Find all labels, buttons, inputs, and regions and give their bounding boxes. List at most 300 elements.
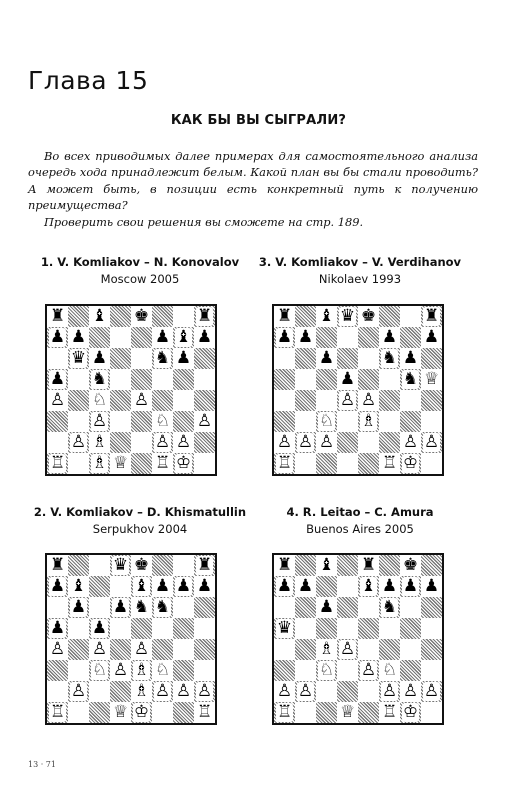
board-square bbox=[110, 555, 131, 576]
black-pawn-icon: ♟ bbox=[91, 618, 108, 638]
board-square bbox=[400, 639, 421, 660]
board-square bbox=[316, 390, 337, 411]
black-pawn-icon: ♟ bbox=[402, 576, 419, 596]
board-square bbox=[421, 432, 442, 453]
board-square bbox=[47, 411, 68, 432]
black-bishop-icon: ♝ bbox=[360, 576, 377, 596]
white-pawn-icon: ♙ bbox=[318, 432, 335, 452]
board-square bbox=[400, 390, 421, 411]
board-square bbox=[68, 432, 89, 453]
board-square bbox=[47, 681, 68, 702]
white-queen-icon: ♕ bbox=[112, 453, 129, 473]
board-square bbox=[316, 618, 337, 639]
white-king-icon: ♔ bbox=[175, 453, 192, 473]
board-square bbox=[47, 348, 68, 369]
board-square bbox=[194, 618, 215, 639]
game-1-players: 1. V. Komliakov – N. Konovalov bbox=[40, 255, 240, 269]
board-square bbox=[358, 681, 379, 702]
board-square bbox=[400, 348, 421, 369]
board-square bbox=[295, 576, 316, 597]
board-square bbox=[358, 555, 379, 576]
board-square bbox=[89, 306, 110, 327]
white-pawn-icon: ♙ bbox=[402, 681, 419, 701]
board-square bbox=[337, 306, 358, 327]
board-square bbox=[131, 555, 152, 576]
board-square bbox=[194, 306, 215, 327]
board-square bbox=[173, 681, 194, 702]
board-square bbox=[131, 432, 152, 453]
board-square bbox=[358, 702, 379, 723]
board-square bbox=[131, 327, 152, 348]
chess-diagram-2 bbox=[45, 553, 217, 725]
board-square bbox=[47, 369, 68, 390]
board-square bbox=[152, 411, 173, 432]
board-square bbox=[68, 639, 89, 660]
board-square bbox=[152, 576, 173, 597]
board-square bbox=[110, 453, 131, 474]
board-square bbox=[421, 576, 442, 597]
board-square bbox=[194, 681, 215, 702]
board-square bbox=[274, 555, 295, 576]
board-square bbox=[316, 555, 337, 576]
black-pawn-icon: ♟ bbox=[49, 618, 66, 638]
white-pawn-icon: ♙ bbox=[402, 432, 419, 452]
board-square bbox=[89, 597, 110, 618]
black-pawn-icon: ♟ bbox=[196, 327, 213, 347]
black-pawn-icon: ♟ bbox=[112, 597, 129, 617]
white-pawn-icon: ♙ bbox=[49, 639, 66, 659]
black-pawn-icon: ♟ bbox=[381, 576, 398, 596]
game-1-title bbox=[30, 254, 250, 288]
board-square bbox=[194, 411, 215, 432]
board-square bbox=[379, 306, 400, 327]
board-square bbox=[173, 348, 194, 369]
game-2-players: 2. V. Komliakov – D. Khismatullin bbox=[33, 505, 247, 519]
chapter-title: Глава 15 bbox=[28, 66, 149, 95]
board-square bbox=[47, 327, 68, 348]
board-square bbox=[274, 348, 295, 369]
white-pawn-icon: ♙ bbox=[133, 639, 150, 659]
black-rook-icon: ♜ bbox=[423, 306, 440, 326]
board-square bbox=[274, 639, 295, 660]
board-square bbox=[47, 660, 68, 681]
white-rook-icon: ♖ bbox=[381, 702, 398, 722]
board-square bbox=[152, 702, 173, 723]
board-square bbox=[316, 348, 337, 369]
board-square bbox=[173, 555, 194, 576]
board-square bbox=[47, 639, 68, 660]
board-square bbox=[421, 390, 442, 411]
black-knight-icon: ♞ bbox=[154, 597, 171, 617]
board-square bbox=[400, 432, 421, 453]
white-pawn-icon: ♙ bbox=[154, 681, 171, 701]
board-square bbox=[379, 453, 400, 474]
black-knight-icon: ♞ bbox=[154, 348, 171, 368]
board-square bbox=[316, 681, 337, 702]
board-square bbox=[400, 681, 421, 702]
board-square bbox=[316, 432, 337, 453]
board-square bbox=[110, 411, 131, 432]
board-square bbox=[173, 576, 194, 597]
board-square bbox=[337, 390, 358, 411]
board-square bbox=[274, 411, 295, 432]
black-knight-icon: ♞ bbox=[402, 369, 419, 389]
white-queen-icon: ♕ bbox=[423, 369, 440, 389]
board-square bbox=[68, 555, 89, 576]
black-pawn-icon: ♟ bbox=[154, 327, 171, 347]
white-bishop-icon: ♗ bbox=[133, 681, 150, 701]
intro-paragraph: Во всех приводимых далее примерах для самостоятельного анализа очередь хода принадлежит белым. Какой план вы бы стали проводить? А может быть, в позиции есть конкретный путь к получению преимущества? bbox=[28, 149, 478, 213]
white-rook-icon: ♖ bbox=[381, 453, 398, 473]
board-square bbox=[47, 306, 68, 327]
board-square bbox=[194, 576, 215, 597]
board-square bbox=[379, 576, 400, 597]
board-square bbox=[295, 555, 316, 576]
black-pawn-icon: ♟ bbox=[70, 597, 87, 617]
board-square bbox=[379, 390, 400, 411]
board-square bbox=[295, 453, 316, 474]
board-square bbox=[110, 327, 131, 348]
board-square bbox=[89, 576, 110, 597]
board-square bbox=[400, 327, 421, 348]
black-pawn-icon: ♟ bbox=[339, 369, 356, 389]
black-pawn-icon: ♟ bbox=[196, 576, 213, 596]
game-3-place: Nikolaev 1993 bbox=[318, 272, 402, 286]
board-square bbox=[337, 660, 358, 681]
board-square bbox=[89, 390, 110, 411]
board-square bbox=[131, 306, 152, 327]
board-square bbox=[89, 702, 110, 723]
white-pawn-icon: ♙ bbox=[112, 660, 129, 680]
board-square bbox=[110, 306, 131, 327]
intro-paragraph-answers: Проверить свои решения вы сможете на стр. 189. bbox=[44, 214, 364, 229]
board-square bbox=[194, 639, 215, 660]
board-square bbox=[131, 576, 152, 597]
board-square bbox=[421, 306, 442, 327]
white-rook-icon: ♖ bbox=[49, 453, 66, 473]
board-square bbox=[131, 453, 152, 474]
black-king-icon: ♚ bbox=[133, 306, 150, 326]
black-rook-icon: ♜ bbox=[276, 555, 293, 575]
board-square bbox=[337, 555, 358, 576]
game-1-place: Moscow 2005 bbox=[100, 272, 180, 286]
white-bishop-icon: ♗ bbox=[318, 639, 335, 659]
board-square bbox=[68, 681, 89, 702]
white-pawn-icon: ♙ bbox=[175, 432, 192, 452]
board-square bbox=[337, 618, 358, 639]
black-queen-icon: ♛ bbox=[70, 348, 87, 368]
white-rook-icon: ♖ bbox=[154, 453, 171, 473]
board-square bbox=[89, 327, 110, 348]
board-square bbox=[358, 411, 379, 432]
board-square bbox=[110, 390, 131, 411]
board-square bbox=[295, 681, 316, 702]
black-knight-icon: ♞ bbox=[381, 348, 398, 368]
white-pawn-icon: ♙ bbox=[423, 432, 440, 452]
board-square bbox=[110, 348, 131, 369]
board-square bbox=[152, 327, 173, 348]
board-square bbox=[421, 411, 442, 432]
white-knight-icon: ♘ bbox=[91, 660, 108, 680]
board-square bbox=[274, 306, 295, 327]
board-square bbox=[295, 327, 316, 348]
white-bishop-icon: ♗ bbox=[360, 411, 377, 431]
black-knight-icon: ♞ bbox=[91, 369, 108, 389]
white-queen-icon: ♕ bbox=[339, 702, 356, 722]
board-square bbox=[358, 453, 379, 474]
black-pawn-icon: ♟ bbox=[297, 327, 314, 347]
black-rook-icon: ♜ bbox=[196, 555, 213, 575]
board-square bbox=[173, 411, 194, 432]
board-square bbox=[337, 597, 358, 618]
board-square bbox=[194, 555, 215, 576]
page-number: 13 · 71 bbox=[28, 760, 56, 769]
white-pawn-icon: ♙ bbox=[339, 390, 356, 410]
white-knight-icon: ♘ bbox=[154, 411, 171, 431]
black-bishop-icon: ♝ bbox=[318, 306, 335, 326]
board-square bbox=[379, 681, 400, 702]
board-square bbox=[379, 660, 400, 681]
board-square bbox=[47, 555, 68, 576]
board-square bbox=[110, 576, 131, 597]
board-square bbox=[295, 639, 316, 660]
board-square bbox=[274, 369, 295, 390]
black-pawn-icon: ♟ bbox=[154, 576, 171, 596]
game-3-title bbox=[250, 254, 470, 288]
black-bishop-icon: ♝ bbox=[318, 555, 335, 575]
board-square bbox=[295, 369, 316, 390]
white-pawn-icon: ♙ bbox=[70, 432, 87, 452]
board-square bbox=[421, 369, 442, 390]
black-pawn-icon: ♟ bbox=[402, 348, 419, 368]
white-pawn-icon: ♙ bbox=[91, 639, 108, 659]
white-king-icon: ♔ bbox=[402, 453, 419, 473]
board-square bbox=[421, 597, 442, 618]
board-square bbox=[337, 702, 358, 723]
board-square bbox=[152, 306, 173, 327]
board-square bbox=[421, 348, 442, 369]
board-square bbox=[194, 432, 215, 453]
board-square bbox=[379, 597, 400, 618]
board-square bbox=[131, 618, 152, 639]
board-square bbox=[68, 306, 89, 327]
board-square bbox=[47, 702, 68, 723]
board-square bbox=[173, 660, 194, 681]
white-king-icon: ♔ bbox=[133, 702, 150, 722]
white-knight-icon: ♘ bbox=[154, 660, 171, 680]
black-pawn-icon: ♟ bbox=[423, 576, 440, 596]
board-square bbox=[152, 555, 173, 576]
board-square bbox=[173, 618, 194, 639]
white-pawn-icon: ♙ bbox=[360, 390, 377, 410]
black-pawn-icon: ♟ bbox=[70, 327, 87, 347]
board-square bbox=[152, 453, 173, 474]
board-square bbox=[400, 411, 421, 432]
board-square bbox=[152, 639, 173, 660]
black-knight-icon: ♞ bbox=[133, 597, 150, 617]
board-square bbox=[274, 327, 295, 348]
board-square bbox=[316, 306, 337, 327]
white-pawn-icon: ♙ bbox=[297, 432, 314, 452]
board-square bbox=[173, 453, 194, 474]
black-king-icon: ♚ bbox=[133, 555, 150, 575]
chess-diagram-3 bbox=[272, 304, 444, 476]
chess-diagram-4 bbox=[272, 553, 444, 725]
white-pawn-icon: ♙ bbox=[276, 432, 293, 452]
board-square bbox=[400, 555, 421, 576]
board-square bbox=[316, 453, 337, 474]
white-pawn-icon: ♙ bbox=[339, 639, 356, 659]
board-square bbox=[89, 348, 110, 369]
board-square bbox=[316, 639, 337, 660]
board-square bbox=[421, 618, 442, 639]
black-pawn-icon: ♟ bbox=[318, 348, 335, 368]
board-square bbox=[379, 327, 400, 348]
board-square bbox=[274, 702, 295, 723]
board-square bbox=[89, 618, 110, 639]
white-pawn-icon: ♙ bbox=[133, 390, 150, 410]
board-square bbox=[295, 348, 316, 369]
board-square bbox=[173, 327, 194, 348]
board-square bbox=[194, 327, 215, 348]
board-square bbox=[295, 432, 316, 453]
board-square bbox=[194, 348, 215, 369]
board-square bbox=[152, 369, 173, 390]
board-square bbox=[131, 702, 152, 723]
board-square bbox=[89, 660, 110, 681]
white-pawn-icon: ♙ bbox=[70, 681, 87, 701]
board-square bbox=[89, 369, 110, 390]
board-square bbox=[89, 555, 110, 576]
game-4-title bbox=[250, 504, 470, 538]
board-square bbox=[194, 390, 215, 411]
board-square bbox=[194, 453, 215, 474]
black-rook-icon: ♜ bbox=[276, 306, 293, 326]
board-square bbox=[152, 390, 173, 411]
board-square bbox=[173, 597, 194, 618]
board-square bbox=[400, 576, 421, 597]
board-square bbox=[316, 411, 337, 432]
board-square bbox=[379, 348, 400, 369]
black-rook-icon: ♜ bbox=[49, 555, 66, 575]
black-pawn-icon: ♟ bbox=[175, 348, 192, 368]
board-square bbox=[421, 639, 442, 660]
white-pawn-icon: ♙ bbox=[297, 681, 314, 701]
board-square bbox=[274, 618, 295, 639]
black-pawn-icon: ♟ bbox=[175, 576, 192, 596]
black-rook-icon: ♜ bbox=[360, 555, 377, 575]
board-square bbox=[295, 411, 316, 432]
board-square bbox=[337, 432, 358, 453]
board-square bbox=[400, 306, 421, 327]
board-square bbox=[110, 639, 131, 660]
white-knight-icon: ♘ bbox=[91, 390, 108, 410]
board-square bbox=[337, 369, 358, 390]
game-4-players: 4. R. Leitao – C. Amura bbox=[286, 505, 434, 519]
board-square bbox=[295, 618, 316, 639]
board-square bbox=[274, 576, 295, 597]
board-square bbox=[110, 681, 131, 702]
board-square bbox=[316, 660, 337, 681]
board-square bbox=[337, 411, 358, 432]
board-square bbox=[379, 702, 400, 723]
board-square bbox=[295, 390, 316, 411]
black-bishop-icon: ♝ bbox=[91, 306, 108, 326]
board-square bbox=[379, 432, 400, 453]
board-square bbox=[194, 597, 215, 618]
board-square bbox=[421, 681, 442, 702]
black-queen-icon: ♛ bbox=[112, 555, 129, 575]
white-rook-icon: ♖ bbox=[49, 702, 66, 722]
board-square bbox=[194, 660, 215, 681]
board-square bbox=[68, 327, 89, 348]
white-pawn-icon: ♙ bbox=[276, 681, 293, 701]
white-pawn-icon: ♙ bbox=[360, 660, 377, 680]
white-knight-icon: ♘ bbox=[318, 660, 335, 680]
board-square bbox=[421, 327, 442, 348]
board-square bbox=[358, 369, 379, 390]
black-pawn-icon: ♟ bbox=[49, 576, 66, 596]
board-square bbox=[152, 618, 173, 639]
black-bishop-icon: ♝ bbox=[133, 576, 150, 596]
black-pawn-icon: ♟ bbox=[297, 576, 314, 596]
board-square bbox=[89, 639, 110, 660]
board-square bbox=[295, 702, 316, 723]
board-square bbox=[337, 639, 358, 660]
board-square bbox=[173, 639, 194, 660]
board-square bbox=[337, 327, 358, 348]
board-square bbox=[110, 597, 131, 618]
board-square bbox=[68, 411, 89, 432]
board-square bbox=[68, 369, 89, 390]
white-rook-icon: ♖ bbox=[276, 453, 293, 473]
board-square bbox=[358, 639, 379, 660]
board-square bbox=[131, 660, 152, 681]
board-square bbox=[110, 660, 131, 681]
white-pawn-icon: ♙ bbox=[381, 681, 398, 701]
board-square bbox=[47, 390, 68, 411]
game-3-players: 3. V. Komliakov – V. Verdihanov bbox=[258, 255, 462, 269]
board-square bbox=[173, 702, 194, 723]
board-square bbox=[400, 369, 421, 390]
board-square bbox=[152, 681, 173, 702]
board-square bbox=[421, 453, 442, 474]
board-square bbox=[358, 597, 379, 618]
board-square bbox=[152, 432, 173, 453]
white-pawn-icon: ♙ bbox=[196, 681, 213, 701]
board-square bbox=[421, 660, 442, 681]
board-square bbox=[173, 432, 194, 453]
board-square bbox=[421, 702, 442, 723]
black-knight-icon: ♞ bbox=[381, 597, 398, 617]
white-queen-icon: ♕ bbox=[112, 702, 129, 722]
white-knight-icon: ♘ bbox=[318, 411, 335, 431]
board-square bbox=[47, 597, 68, 618]
board-square bbox=[316, 327, 337, 348]
game-2-title bbox=[30, 504, 250, 538]
board-square bbox=[152, 660, 173, 681]
board-square bbox=[295, 660, 316, 681]
board-square bbox=[337, 681, 358, 702]
board-square bbox=[68, 597, 89, 618]
black-pawn-icon: ♟ bbox=[381, 327, 398, 347]
board-square bbox=[68, 660, 89, 681]
board-square bbox=[173, 390, 194, 411]
board-square bbox=[110, 618, 131, 639]
board-square bbox=[194, 369, 215, 390]
board-square bbox=[358, 348, 379, 369]
board-square bbox=[379, 369, 400, 390]
